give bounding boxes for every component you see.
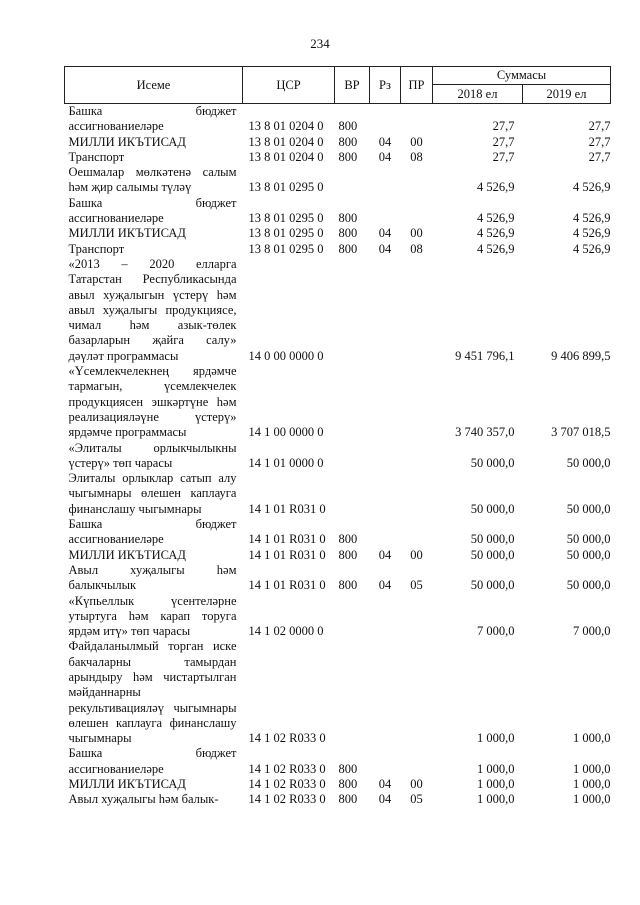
row-rz-code	[370, 364, 401, 440]
row-sum-2019: 50 000,0	[566, 578, 611, 593]
row-sum-2018: 27,7	[492, 119, 515, 134]
row-csr-code: 13 8 01 0204 0	[248, 134, 324, 149]
row-name: Элиталы орлыклар сатып алу чыгымнары өлешен каплауга финанслашу чыгымнары	[68, 471, 237, 516]
header-year-2019: 2019 ел	[523, 85, 611, 104]
row-vr-code: 800	[338, 134, 358, 149]
row-rz-code	[370, 517, 401, 548]
row-sum-2019: 1 000,0	[573, 761, 611, 776]
row-vr-code: 800	[338, 761, 358, 776]
row-vr-code: 800	[338, 211, 358, 226]
row-sum-2019: 4 526,9	[573, 241, 611, 256]
row-rz-code: 04	[378, 149, 392, 164]
row-sum-2019: 7 000,0	[573, 624, 611, 639]
row-pr-code: 08	[410, 149, 423, 164]
row-pr-code	[401, 196, 433, 227]
header-pr: ПР	[401, 67, 433, 104]
row-csr-code: 14 1 02 R033 0	[248, 792, 326, 807]
row-pr-code	[401, 364, 433, 440]
row-sum-2018: 7 000,0	[477, 624, 515, 639]
row-pr-code: 08	[410, 241, 423, 256]
row-csr-code: 13 8 01 0295 0	[248, 226, 324, 241]
row-sum-2019: 1 000,0	[573, 777, 611, 792]
row-vr-code: 800	[338, 777, 358, 792]
row-pr-code	[401, 104, 433, 135]
table-row	[65, 471, 611, 517]
row-sum-2018: 27,7	[492, 149, 515, 164]
row-sum-2018: 4 526,9	[477, 180, 515, 195]
row-vr-code	[335, 257, 370, 364]
row-vr-code: 800	[338, 532, 358, 547]
row-sum-2019: 50 000,0	[566, 455, 611, 470]
row-pr-code: 00	[410, 134, 423, 149]
row-rz-code: 04	[378, 792, 392, 807]
header-vr: ВР	[335, 67, 370, 104]
row-vr-code: 800	[338, 226, 358, 241]
row-rz-code: 04	[378, 547, 392, 562]
row-name: МИЛЛИ ИКЪТИСАД	[68, 226, 186, 241]
row-csr-code: 14 1 00 0000 0	[248, 425, 324, 440]
row-name: Авыл хуҗалыгы һәм балыкчылык	[68, 562, 237, 593]
header-sums: Суммасы	[433, 67, 611, 85]
row-csr-code: 14 1 01 R031 0	[248, 547, 326, 562]
row-csr-code: 14 0 00 0000 0	[248, 348, 324, 363]
row-sum-2018: 50 000,0	[470, 532, 515, 547]
row-sum-2019: 4 526,9	[573, 211, 611, 226]
table-row	[65, 777, 611, 792]
header-name: Исеме	[65, 67, 243, 104]
row-name: Файдаланылмый торган иске бакчаларны тамырдан арындыру һәм чистартылган мәйданнарны рекультивацияләү чыгымнары өлешен каплауга финанслашу чыгымнары	[68, 639, 237, 746]
row-pr-code	[401, 517, 433, 548]
row-csr-code: 14 1 02 0000 0	[248, 624, 324, 639]
row-sum-2018: 1 000,0	[477, 761, 515, 776]
row-name: Башка бюджет ассигнованиеләре	[68, 104, 237, 134]
row-rz-code	[370, 746, 401, 777]
table-row	[65, 257, 611, 364]
row-name: МИЛЛИ ИКЪТИСАД	[68, 134, 186, 149]
table-row	[65, 364, 611, 440]
row-name: Транспорт	[68, 241, 125, 256]
row-pr-code: 05	[410, 578, 423, 593]
row-name: «Үсемлекчелекнең ярдәмче тармагын, үсемлекчелек продукциясен эшкәртүне һәм реализацияләүне үстерү» ярдәмче программасы	[68, 364, 237, 440]
header-rz: Рз	[370, 67, 401, 104]
row-sum-2019: 50 000,0	[566, 532, 611, 547]
header-year-2018: 2018 ел	[433, 85, 523, 104]
row-csr-code: 13 8 01 0295 0	[248, 211, 324, 226]
row-sum-2018: 50 000,0	[470, 578, 515, 593]
table-row	[65, 517, 611, 548]
table-row	[65, 150, 611, 165]
row-csr-code: 14 1 01 R031 0	[248, 578, 326, 593]
row-sum-2018: 1 000,0	[477, 731, 515, 746]
table-header	[65, 67, 611, 104]
row-sum-2019: 4 526,9	[573, 180, 611, 195]
row-sum-2019: 50 000,0	[566, 547, 611, 562]
row-rz-code	[370, 594, 401, 640]
table-row	[65, 242, 611, 257]
table-row	[65, 104, 611, 135]
table-row	[65, 441, 611, 472]
row-name: «2013 – 2020 елларга Татарстан Республикасында авыл хуҗалыгын үстерү һәм авыл хуҗалыгы продукциясе, чимал һәм азык-төлек базарларын җайга салу» дәүләт программасы	[68, 256, 237, 363]
row-name: Авыл хуҗалыгы һәм балык-	[68, 792, 219, 807]
row-csr-code: 14 1 02 R033 0	[248, 761, 326, 776]
row-rz-code	[370, 165, 401, 196]
page-number: 234	[310, 36, 330, 51]
row-vr-code	[335, 471, 370, 517]
row-name: «Элиталы орлыкчылыкны үстерү» төп чарасы	[68, 440, 237, 470]
row-vr-code	[335, 594, 370, 640]
row-pr-code	[401, 471, 433, 517]
row-pr-code	[401, 639, 433, 746]
row-csr-code: 14 1 01 R031 0	[248, 532, 326, 547]
row-sum-2018: 1 000,0	[477, 792, 515, 807]
row-rz-code: 04	[378, 226, 392, 241]
row-vr-code	[335, 364, 370, 440]
row-sum-2019: 1 000,0	[573, 731, 611, 746]
table-body	[65, 104, 611, 808]
row-pr-code	[401, 257, 433, 364]
row-pr-code: 00	[410, 547, 423, 562]
row-vr-code	[335, 441, 370, 472]
row-pr-code	[401, 441, 433, 472]
row-sum-2018: 4 526,9	[477, 211, 515, 226]
row-rz-code	[370, 471, 401, 517]
row-rz-code	[370, 257, 401, 364]
row-rz-code	[370, 639, 401, 746]
row-name: Башка бюджет ассигнованиеләре	[68, 517, 237, 547]
table-row	[65, 548, 611, 563]
row-vr-code: 800	[338, 119, 358, 134]
row-pr-code	[401, 746, 433, 777]
table-row	[65, 746, 611, 777]
row-sum-2018: 4 526,9	[477, 241, 515, 256]
row-name: Башка бюджет ассигнованиеләре	[68, 746, 237, 776]
table-row	[65, 792, 611, 807]
row-rz-code	[370, 441, 401, 472]
row-sum-2018: 4 526,9	[477, 226, 515, 241]
row-vr-code: 800	[338, 547, 358, 562]
row-csr-code: 13 8 01 0295 0	[248, 180, 324, 195]
row-csr-code: 14 1 02 R033 0	[248, 777, 326, 792]
table-row	[65, 594, 611, 640]
row-sum-2018: 50 000,0	[470, 501, 515, 516]
row-name: МИЛЛИ ИКЪТИСАД	[68, 777, 186, 792]
row-rz-code: 04	[378, 578, 392, 593]
row-name: Транспорт	[68, 149, 125, 164]
row-sum-2019: 27,7	[588, 149, 611, 164]
row-rz-code: 04	[378, 777, 392, 792]
table-row	[65, 639, 611, 746]
row-vr-code	[335, 639, 370, 746]
table-row	[65, 196, 611, 227]
row-sum-2018: 50 000,0	[470, 547, 515, 562]
row-pr-code: 05	[410, 792, 423, 807]
row-name: МИЛЛИ ИКЪТИСАД	[68, 547, 186, 562]
row-sum-2019: 9 406 899,5	[551, 348, 611, 363]
row-sum-2018: 9 451 796,1	[455, 348, 515, 363]
row-sum-2019: 27,7	[588, 134, 611, 149]
row-sum-2019: 1 000,0	[573, 792, 611, 807]
table-row	[65, 165, 611, 196]
row-pr-code: 00	[410, 226, 423, 241]
row-csr-code: 13 8 01 0295 0	[248, 241, 324, 256]
row-sum-2019: 50 000,0	[566, 501, 611, 516]
row-csr-code: 14 1 01 0000 0	[248, 455, 324, 470]
table-row	[65, 135, 611, 150]
row-name: «Күпьеллык үсентеләрне утыртуга һәм карап торуга ярдәм итү» төп чарасы	[68, 593, 237, 639]
row-vr-code: 800	[338, 578, 358, 593]
header-csr: ЦСР	[243, 67, 335, 104]
row-pr-code	[401, 165, 433, 196]
row-sum-2018: 27,7	[492, 134, 515, 149]
row-vr-code: 800	[338, 792, 358, 807]
table-row	[65, 226, 611, 241]
row-csr-code: 13 8 01 0204 0	[248, 119, 324, 134]
row-vr-code: 800	[338, 241, 358, 256]
row-sum-2018: 3 740 357,0	[455, 425, 515, 440]
row-rz-code	[370, 196, 401, 227]
row-sum-2019: 4 526,9	[573, 226, 611, 241]
row-vr-code	[335, 165, 370, 196]
row-vr-code: 800	[338, 149, 358, 164]
row-sum-2019: 3 707 018,5	[551, 425, 611, 440]
row-pr-code	[401, 594, 433, 640]
row-sum-2018: 50 000,0	[470, 455, 515, 470]
row-pr-code: 00	[410, 777, 423, 792]
table-row	[65, 563, 611, 594]
row-rz-code	[370, 104, 401, 135]
row-csr-code: 13 8 01 0204 0	[248, 149, 324, 164]
row-sum-2019: 27,7	[588, 119, 611, 134]
row-rz-code: 04	[378, 134, 392, 149]
row-name: Башка бюджет ассигнованиеләре	[68, 195, 237, 226]
row-name: Оешмалар мөлкәтенә салым һәм җир салымы түләү	[68, 165, 237, 195]
row-sum-2018: 1 000,0	[477, 777, 515, 792]
budget-table	[64, 66, 611, 808]
row-rz-code: 04	[378, 241, 392, 256]
row-csr-code: 14 1 02 R033 0	[248, 731, 326, 746]
row-csr-code: 14 1 01 R031 0	[248, 501, 326, 516]
